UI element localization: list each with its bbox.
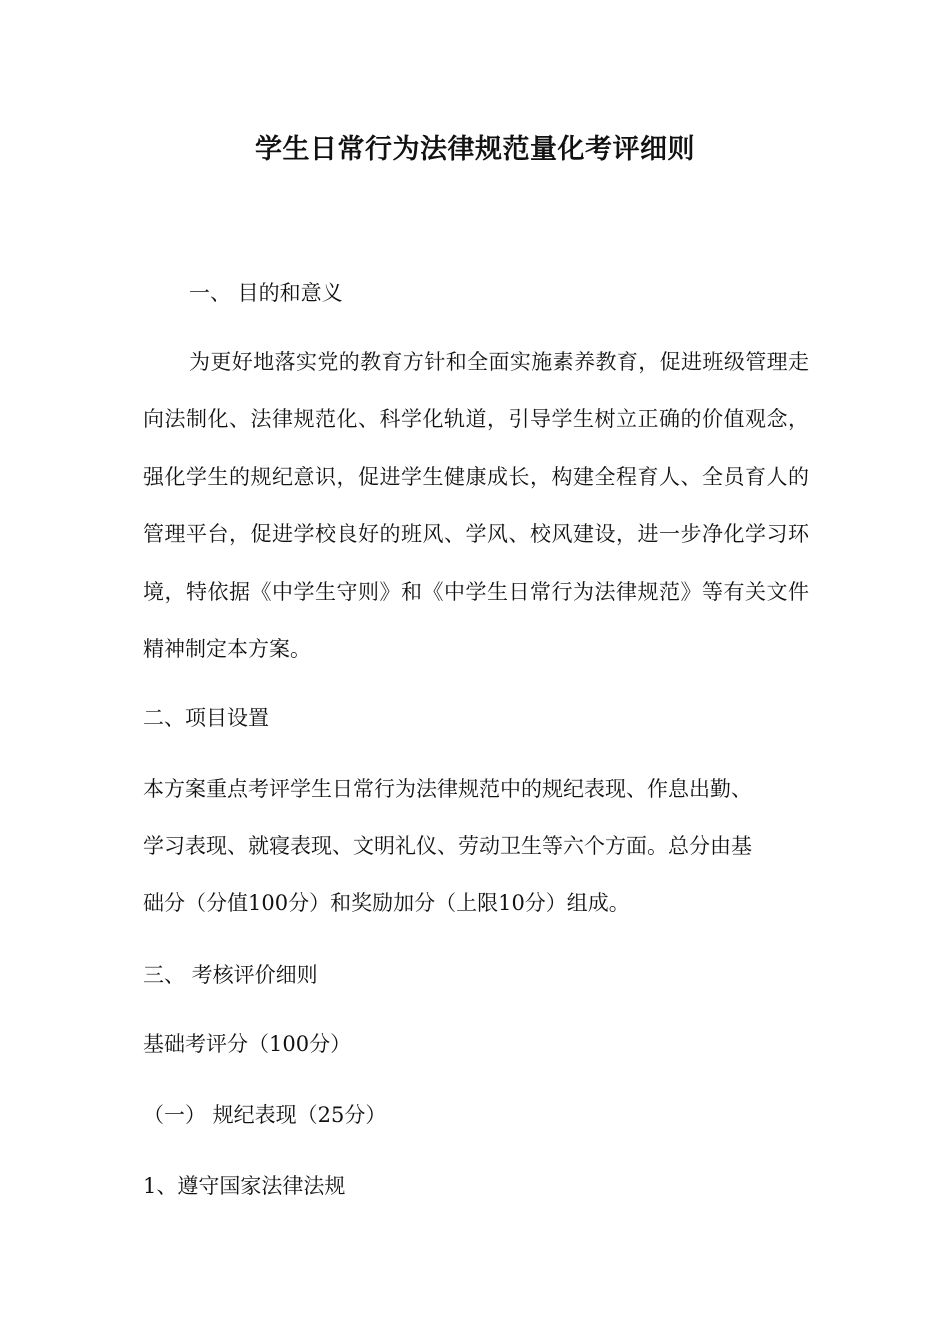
section-3-subheading: 基础考评分（100分） bbox=[143, 1032, 352, 1056]
section-3-heading: 三、 考核评价细则 bbox=[143, 963, 318, 987]
section-1-paragraph: 为更好地落实党的教育方针和全面实施素养教育，促进班级管理走向法制化、法律规范化、科学化轨道，引导学生树立正确的价值观念，强化学生的规纪意识，促进学生健康成长，构建全程育人、全员育人的管理平台，促进学校良好的班风、学风、校风建设，进一步净化学习环境，特依据《中学生守则》和《中学生日常行为法律规范》等有关文件精神制定本方案。 bbox=[143, 350, 809, 662]
section-3-item: （一） 规纪表现（25分） bbox=[143, 1103, 387, 1127]
section-2-line-3: 础分（分值100分）和奖励加分（上限10分）组成。 bbox=[143, 891, 630, 915]
document-title: 学生日常行为法律规范量化考评细则 bbox=[255, 134, 695, 165]
section-2-heading: 二、项目设置 bbox=[143, 706, 269, 730]
section-2-line-1: 本方案重点考评学生日常行为法律规范中的规纪表现、作息出勤、 bbox=[143, 777, 752, 801]
section-1-heading: 一、 目的和意义 bbox=[189, 281, 343, 305]
section-3-point: 1、遵守国家法律法规 bbox=[143, 1174, 346, 1198]
section-2-line-2: 学习表现、就寝表现、文明礼仪、劳动卫生等六个方面。总分由基 bbox=[143, 834, 752, 858]
